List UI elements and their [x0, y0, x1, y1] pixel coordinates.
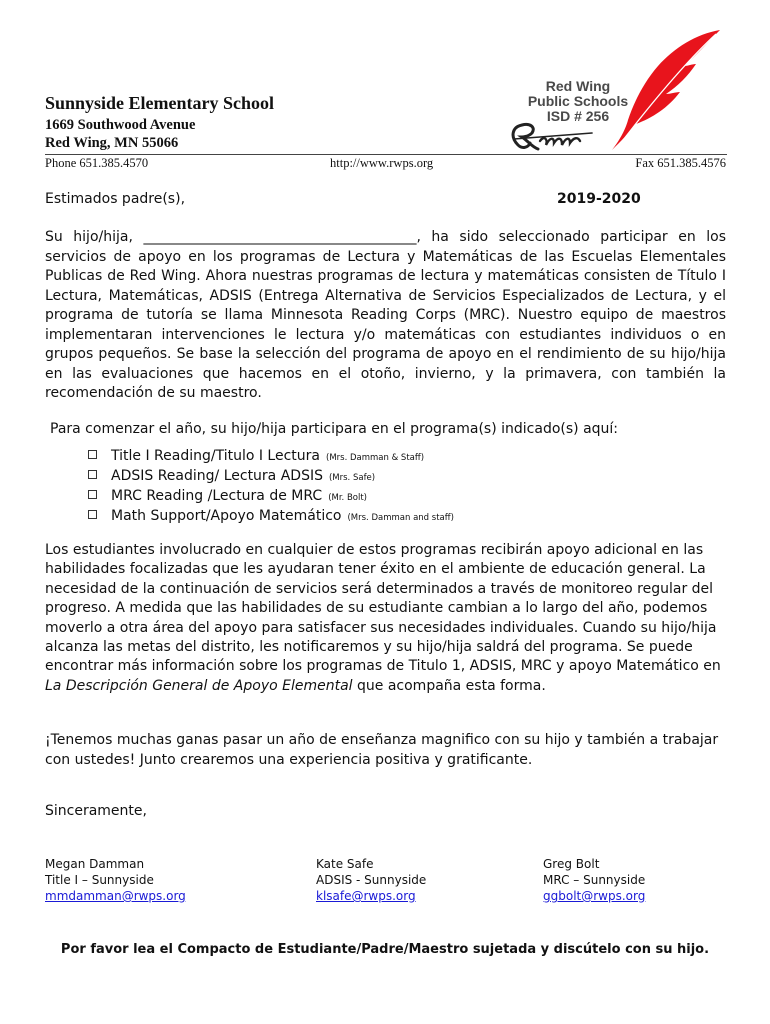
program-staff: (Mrs. Safe)	[328, 473, 376, 483]
paragraph-services-text: Los estudiantes involucrado en cualquier de estos programas recibirán apoyo adicional en las habilidades focalizadas que les ayudaran tener éxito en el ambiente de educación general. La necesidad de la continuación de servicios será determinados a través de monitoreo regular del progreso. A medida que las habilidades de su estudiante cambian a lo largo del año, podemos moverlo a otra área del apoyo para satisfacer sus necesidades individuales. Cuando su hijo/hija alcanza las metas del distrito, les notificaremos y su hijo/hija saldrá del programa. Se puede encontrar más información sobre los programas de Titulo 1, ADSIS, MRC y apoyo Matemático en	[45, 542, 721, 675]
checkbox-mrc[interactable]	[88, 490, 97, 499]
signer-name: Kate Safe	[316, 857, 374, 871]
signature-safe	[316, 856, 426, 904]
signature-damman	[45, 856, 186, 904]
signer-email-link[interactable]: klsafe@rwps.org	[316, 889, 416, 903]
signer-name: Greg Bolt	[543, 857, 600, 871]
closing: Sinceramente,	[45, 803, 147, 819]
school-name: Sunnyside Elementary School	[45, 93, 275, 113]
website-link[interactable]: http://www.rwps.org	[330, 156, 434, 170]
checkbox-math[interactable]	[88, 510, 97, 519]
programs-intro: Para comenzar el año, su hijo/hija participara en el programa(s) indicado(s) aquí:	[50, 421, 619, 437]
logo-line-3: ISD # 256	[546, 108, 610, 124]
letterhead-divider	[45, 154, 727, 155]
paragraph-services-end: que acompaña esta forma.	[352, 677, 546, 694]
signer-name: Megan Damman	[45, 857, 145, 871]
checkbox-adsis[interactable]	[88, 470, 97, 479]
program-label: ADSIS Reading/ Lectura ADSIS	[111, 468, 323, 484]
program-item-math	[88, 506, 454, 526]
phone-number: Phone 651.385.4570	[45, 156, 149, 170]
signer-email-link[interactable]: ggbolt@rwps.org	[543, 889, 646, 903]
program-label: Title I Reading/Titulo I Lectura	[111, 448, 320, 464]
logo-line-2: Public Schools	[527, 93, 629, 109]
logo-line-1: Red Wing	[545, 78, 611, 94]
program-item-mrc	[88, 486, 454, 506]
program-item-adsis	[88, 466, 454, 486]
support-overview-title: La Descripción General de Apoyo Elemental	[45, 677, 353, 694]
signer-title: ADSIS - Sunnyside	[316, 873, 427, 887]
school-year: 2019-2020	[557, 191, 641, 207]
address-city: Red Wing, MN 55066	[45, 135, 179, 151]
salutation: Estimados padre(s),	[45, 191, 186, 207]
program-label: Math Support/Apoyo Matemático	[111, 508, 342, 524]
program-checklist	[88, 446, 454, 526]
paragraph-services	[45, 541, 726, 696]
footer-note: Por favor lea el Compacto de Estudiante/Padre/Maestro sujetada y discútelo con su hijo.	[60, 942, 710, 957]
signer-title: MRC – Sunnyside	[543, 873, 646, 887]
signer-email-link[interactable]: mmdamman@rwps.org	[45, 889, 186, 903]
checkbox-title-i[interactable]	[88, 450, 97, 459]
program-label: MRC Reading /Lectura de MRC	[111, 488, 323, 504]
paragraph-program-selection: Su hijo/hija, _______________________________________, ha sido seleccionado participar en los servicios de apoyo en los programas de Lectura y Matemáticas de las Escuelas Elementales Publicas de Red Wing. Ahora nuestras programas de lectura y matemáticas consisten de Título I Lectura, Matemáticas, ADSIS (Entrega Alternativa de Servicios Especializados de Lectura, y el programa de tutoría se llama Minnesota Reading Corps (MRC). Nuestro equipo de maestros implementaran intervenciones le lectura y/o matemáticas con estudiantes individuos o en grupos pequeños. Se base la selección del programa de apoyo en el rendimiento de su hijo/hija en las evaluaciones que hacemos en el otoño, invierno, y la primavera, con también la recomendación de su maestro.	[45, 229, 726, 401]
address-street: 1669 Southwood Avenue	[45, 117, 196, 133]
program-staff: (Mrs. Damman & Staff)	[326, 453, 425, 463]
program-staff: (Mrs. Damman and staff)	[347, 513, 454, 523]
red-wing-signature-icon	[508, 115, 600, 157]
paragraph-closing-remarks: ¡Tenemos muchas ganas pasar un año de enseñanza magnifico con su hijo y también a trabajar con ustedes! Junto crearemos una experiencia positiva y gratificante.	[45, 732, 719, 768]
signer-title: Title I – Sunnyside	[45, 873, 154, 887]
program-staff: (Mr. Bolt)	[328, 493, 367, 503]
signature-bolt	[543, 856, 645, 904]
fax-number: Fax 651.385.4576	[635, 156, 726, 170]
red-quill-icon	[600, 28, 730, 153]
program-item-title-i	[88, 446, 454, 466]
